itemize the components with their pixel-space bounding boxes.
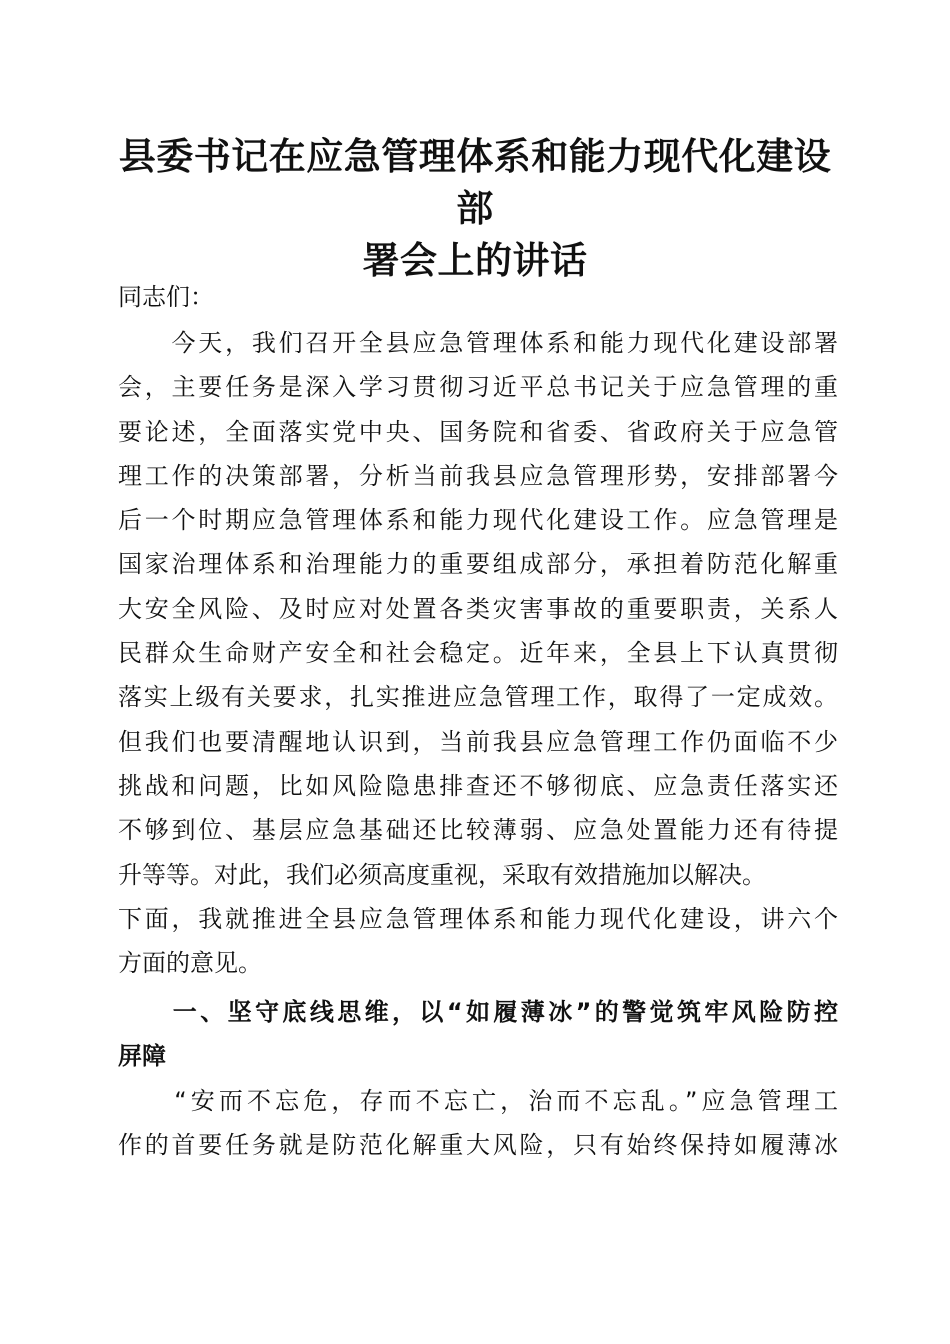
title-line: 署会上的讲话 <box>362 238 588 282</box>
text-line: 大安全风险、及时应对处置各类灾害事故的重要职责，关系人 <box>118 594 838 623</box>
text-line: 落实上级有关要求，扎实推进应急管理工作，取得了一定成效。 <box>118 683 838 712</box>
text-line: 作的首要任务就是防范化解重大风险，只有始终保持如履薄冰 <box>118 1131 838 1159</box>
text-line: 后一个时期应急管理体系和能力现代化建设工作。应急管理是 <box>118 506 838 535</box>
text-line: 民群众生命财产安全和社会稳定。近年来，全县上下认真贯彻 <box>118 639 838 668</box>
title-line: 县委书记在应急管理体系和能力现代化建设部 <box>118 134 832 230</box>
text-line: 理工作的决策部署，分析当前我县应急管理形势，安排部署今 <box>118 461 838 490</box>
text-line: 会，主要任务是深入学习贯彻习近平总书记关于应急管理的重 <box>118 373 838 402</box>
paragraph-section-1 <box>118 1079 838 1167</box>
document-title <box>110 130 840 286</box>
heading-line: 屏障 <box>118 1042 166 1070</box>
heading-line: 一、坚守底线思维，以“如履薄冰”的警觉筑牢风险防控 <box>118 998 838 1026</box>
text-line: 不够到位、基层应急基础还比较薄弱、应急处置能力还有待提 <box>118 816 838 845</box>
text-line: 升等等。对此，我们必须高度重视，采取有效措施加以解决。 <box>118 860 766 889</box>
text-line: 要论述，全面落实党中央、国务院和省委、省政府关于应急管 <box>118 417 838 446</box>
text-line: “安而不忘危，存而不忘亡，治而不忘乱。”应急管理工 <box>118 1087 838 1115</box>
text-line: 下面，我就推进全县应急管理体系和能力现代化建设，讲六个 <box>118 904 838 933</box>
text-line: 但我们也要清醒地认识到，当前我县应急管理工作仍面临不少 <box>118 727 838 756</box>
greeting: 同志们： <box>118 283 214 311</box>
section-heading-1 <box>118 990 838 1078</box>
text-line: 方面的意见。 <box>118 949 262 978</box>
text-line: 国家治理体系和治理能力的重要组成部分，承担着防范化解重 <box>118 550 838 579</box>
text-line: 挑战和问题，比如风险隐患排查还不够彻底、应急责任落实还 <box>118 771 838 800</box>
paragraph-intro <box>118 321 838 985</box>
text-line: 今天，我们召开全县应急管理体系和能力现代化建设部署 <box>118 329 838 357</box>
